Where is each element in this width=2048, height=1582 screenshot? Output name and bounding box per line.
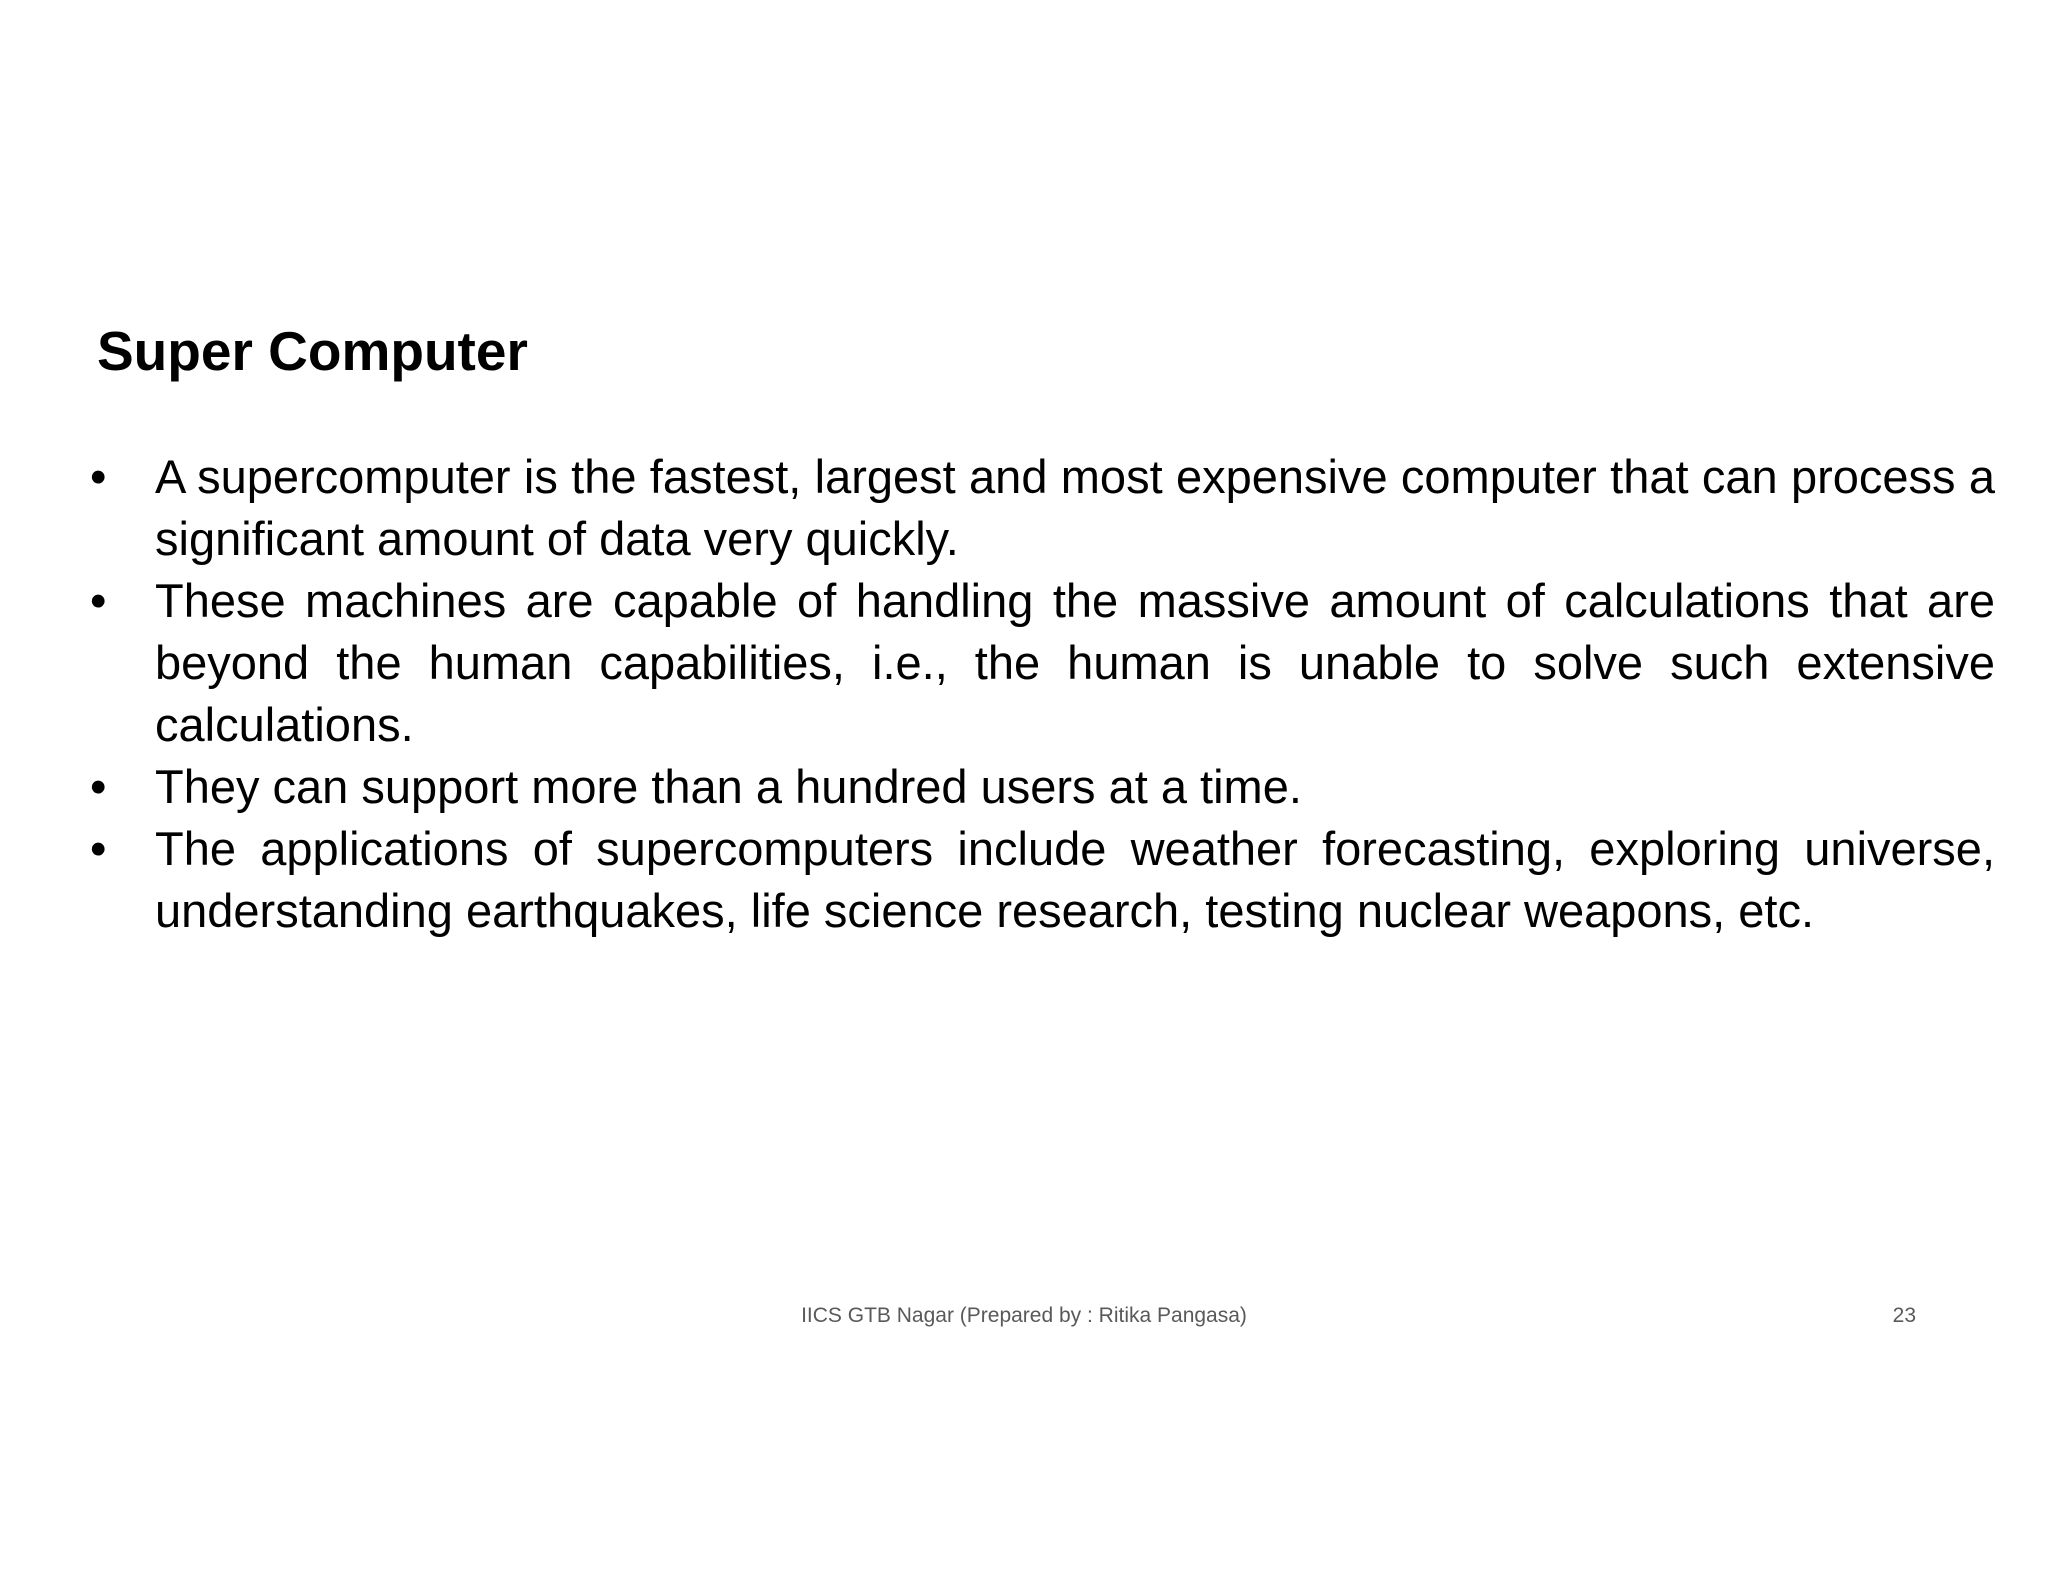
bullet-icon: • — [90, 760, 107, 813]
bullet-item — [90, 818, 1995, 942]
page-number: 23 — [1892, 1304, 1916, 1327]
bullet-text: A supercomputer is the fastest, largest and most expensive computer that can process a significant amount of data very quickly. — [155, 450, 1995, 565]
bullet-item — [90, 446, 1995, 570]
slide-footer: IICS GTB Nagar (Prepared by : Ritika Pangasa) — [801, 1304, 1247, 1327]
bullet-text: These machines are capable of handling the massive amount of calculations that are beyond the human capabilities, i.e., the human is unable to solve such extensive calculations. — [155, 574, 1995, 751]
bullet-icon: • — [90, 822, 107, 875]
bullet-item — [90, 756, 1995, 818]
slide-title: Super Computer — [97, 320, 528, 382]
bullet-list — [90, 446, 1995, 942]
bullet-item — [90, 570, 1995, 756]
bullet-icon: • — [90, 574, 107, 627]
bullet-text: They can support more than a hundred users at a time. — [155, 760, 1302, 813]
bullet-text: The applications of supercomputers include weather forecasting, exploring universe, understanding earthquakes, life science research, testing nuclear weapons, etc. — [155, 822, 1995, 937]
bullet-icon: • — [90, 450, 107, 503]
